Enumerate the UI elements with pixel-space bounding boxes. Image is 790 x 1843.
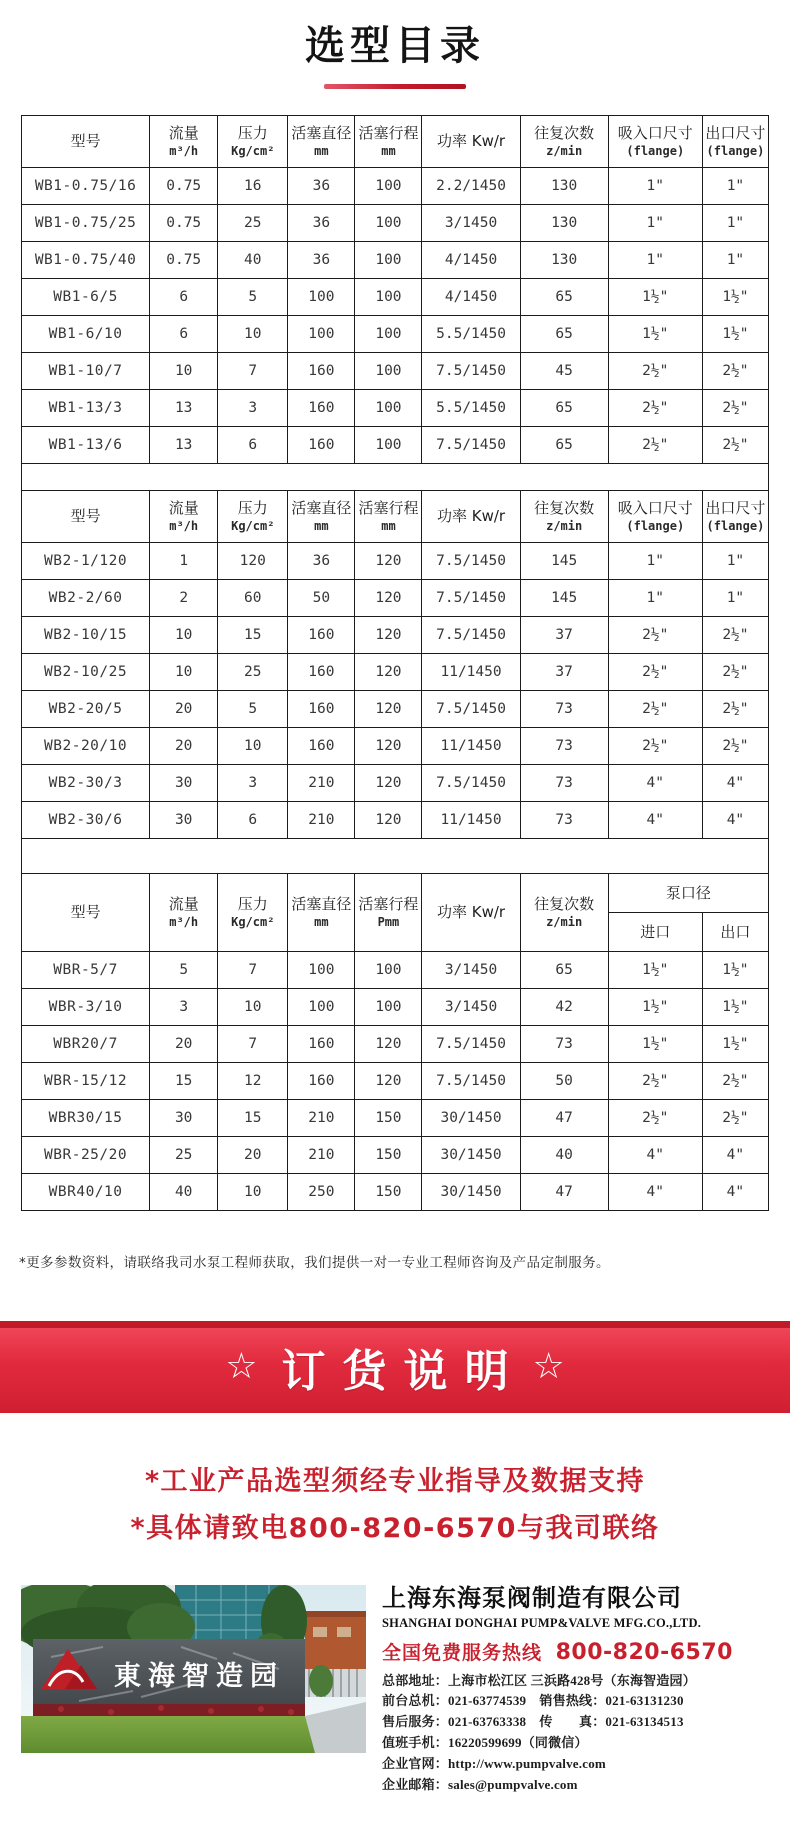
factory-photo — [21, 1585, 366, 1753]
value-cell: 7 — [218, 1026, 288, 1063]
value-cell: 0.75 — [150, 205, 218, 242]
value-cell: 1" — [608, 205, 702, 242]
column-header: 功率 Kw/r — [422, 116, 520, 168]
column-header: 吸入口尺寸 (flange) — [608, 491, 702, 543]
value-cell: 250 — [288, 1174, 355, 1211]
value-cell: 10 — [218, 728, 288, 765]
model-cell: WB2-10/15 — [22, 617, 150, 654]
value-cell: 3/1450 — [422, 989, 520, 1026]
value-cell: 73 — [520, 765, 608, 802]
value-cell: 5.5/1450 — [422, 390, 520, 427]
value-cell: 1" — [702, 242, 768, 279]
value-cell: 0.75 — [150, 168, 218, 205]
value-cell: 10 — [218, 1174, 288, 1211]
value-cell: 5 — [150, 952, 218, 989]
value-cell: 160 — [288, 427, 355, 464]
model-cell: WB2-1/120 — [22, 543, 150, 580]
table-row — [22, 279, 769, 316]
value-cell: 65 — [520, 279, 608, 316]
value-cell: 120 — [355, 691, 422, 728]
value-cell: 2½" — [608, 1100, 702, 1137]
value-cell: 2½" — [608, 654, 702, 691]
value-cell: 1" — [702, 580, 768, 617]
value-cell: 210 — [288, 1100, 355, 1137]
value-cell: 4/1450 — [422, 279, 520, 316]
value-cell: 3 — [218, 390, 288, 427]
notice-line: *具体请致电800-820-6570与我司联络 — [130, 1513, 660, 1544]
value-cell: 100 — [288, 989, 355, 1026]
column-header: 流量 m³/h — [150, 491, 218, 543]
value-cell: 4" — [608, 802, 702, 839]
table-row — [22, 316, 769, 353]
value-cell: 73 — [520, 802, 608, 839]
value-cell: 36 — [288, 242, 355, 279]
value-cell: 100 — [355, 242, 422, 279]
value-cell: 30/1450 — [422, 1100, 520, 1137]
notice-line: *工业产品选型须经专业指导及数据支持 — [144, 1466, 646, 1497]
spec-table-wbr — [21, 873, 769, 1211]
value-cell: 100 — [288, 316, 355, 353]
value-cell: 25 — [218, 205, 288, 242]
value-cell: 1½" — [702, 316, 768, 353]
value-cell: 7.5/1450 — [422, 580, 520, 617]
value-cell: 160 — [288, 728, 355, 765]
model-cell: WB1-13/3 — [22, 390, 150, 427]
value-cell: 1" — [608, 242, 702, 279]
value-cell: 73 — [520, 691, 608, 728]
contact-line-service-fax: 售后服务：021-63763338 传 真：021-63134513 — [382, 1714, 684, 1730]
value-cell: 20 — [150, 691, 218, 728]
value-cell: 160 — [288, 1063, 355, 1100]
value-cell: 210 — [288, 765, 355, 802]
column-header: 活塞直径 mm — [288, 874, 355, 952]
value-cell: 50 — [288, 580, 355, 617]
value-cell: 4" — [608, 1137, 702, 1174]
company-footer — [21, 1585, 769, 1795]
column-header: 型号 — [22, 491, 150, 543]
sign-wall — [33, 1639, 305, 1709]
model-cell: WB1-10/7 — [22, 353, 150, 390]
value-cell: 60 — [218, 580, 288, 617]
value-cell: 160 — [288, 1026, 355, 1063]
value-cell: 100 — [355, 390, 422, 427]
value-cell: 2½" — [702, 390, 768, 427]
value-cell: 100 — [355, 989, 422, 1026]
model-cell: WBR20/7 — [22, 1026, 150, 1063]
model-cell: WBR-3/10 — [22, 989, 150, 1026]
value-cell: 40 — [150, 1174, 218, 1211]
column-subheader: 进口 — [608, 913, 702, 952]
value-cell: 36 — [288, 205, 355, 242]
column-header: 活塞直径 mm — [288, 491, 355, 543]
column-header: 活塞行程 Pmm — [355, 874, 422, 952]
value-cell: 100 — [355, 168, 422, 205]
value-cell: 20 — [150, 1026, 218, 1063]
column-header: 功率 Kw/r — [422, 874, 520, 952]
value-cell: 10 — [150, 353, 218, 390]
table-row — [22, 543, 769, 580]
model-cell: WB1-0.75/16 — [22, 168, 150, 205]
value-cell: 10 — [150, 617, 218, 654]
table-gap — [21, 464, 769, 490]
value-cell: 160 — [288, 617, 355, 654]
value-cell: 10 — [218, 989, 288, 1026]
model-cell: WB2-20/5 — [22, 691, 150, 728]
page-title: 选型目录 — [305, 23, 485, 69]
value-cell: 1" — [608, 168, 702, 205]
value-cell: 4" — [702, 802, 768, 839]
model-cell: WBR-25/20 — [22, 1137, 150, 1174]
model-cell: WB2-10/25 — [22, 654, 150, 691]
value-cell: 30/1450 — [422, 1174, 520, 1211]
value-cell: 16 — [218, 168, 288, 205]
value-cell: 145 — [520, 543, 608, 580]
value-cell: 120 — [355, 802, 422, 839]
value-cell: 1" — [702, 168, 768, 205]
value-cell: 2.2/1450 — [422, 168, 520, 205]
fence — [303, 1665, 366, 1697]
value-cell: 2½" — [608, 390, 702, 427]
value-cell: 1" — [608, 543, 702, 580]
value-cell: 73 — [520, 1026, 608, 1063]
value-cell: 3 — [150, 989, 218, 1026]
value-cell: 7.5/1450 — [422, 691, 520, 728]
table-row — [22, 353, 769, 390]
value-cell: 210 — [288, 802, 355, 839]
banner-title: 订货说明 — [281, 1346, 526, 1397]
table-row — [22, 1063, 769, 1100]
value-cell: 1" — [608, 580, 702, 617]
table-row — [22, 427, 769, 464]
value-cell: 100 — [355, 353, 422, 390]
value-cell: 100 — [288, 952, 355, 989]
value-cell: 1 — [150, 543, 218, 580]
value-cell: 37 — [520, 654, 608, 691]
table-row — [22, 617, 769, 654]
value-cell: 120 — [355, 654, 422, 691]
column-header: 活塞直径 mm — [288, 116, 355, 168]
value-cell: 65 — [520, 316, 608, 353]
table-row — [22, 242, 769, 279]
notices — [0, 1459, 790, 1545]
value-cell: 65 — [520, 952, 608, 989]
column-header: 流量 m³/h — [150, 116, 218, 168]
column-header: 压力 Kg/cm² — [218, 491, 288, 543]
value-cell: 11/1450 — [422, 802, 520, 839]
value-cell: 36 — [288, 168, 355, 205]
table-gap — [21, 839, 769, 873]
value-cell: 25 — [218, 654, 288, 691]
value-cell: 1½" — [702, 989, 768, 1026]
factory-photo-svg — [21, 1585, 366, 1753]
value-cell: 120 — [355, 617, 422, 654]
value-cell: 47 — [520, 1100, 608, 1137]
value-cell: 7.5/1450 — [422, 765, 520, 802]
value-cell: 10 — [150, 654, 218, 691]
value-cell: 160 — [288, 691, 355, 728]
value-cell: 150 — [355, 1137, 422, 1174]
value-cell: 150 — [355, 1100, 422, 1137]
table-row — [22, 205, 769, 242]
value-cell: 1½" — [608, 952, 702, 989]
value-cell: 1" — [702, 205, 768, 242]
value-cell: 1½" — [608, 279, 702, 316]
model-cell: WB2-2/60 — [22, 580, 150, 617]
value-cell: 100 — [288, 279, 355, 316]
value-cell: 7 — [218, 952, 288, 989]
table-row — [22, 1137, 769, 1174]
value-cell: 7.5/1450 — [422, 617, 520, 654]
value-cell: 7 — [218, 353, 288, 390]
value-cell: 2½" — [608, 1063, 702, 1100]
table-row — [22, 654, 769, 691]
model-cell: WB2-30/6 — [22, 802, 150, 839]
sign-text: 東海智造园 — [114, 1661, 284, 1692]
value-cell: 13 — [150, 390, 218, 427]
model-cell: WB1-13/6 — [22, 427, 150, 464]
value-cell: 100 — [355, 205, 422, 242]
table-row — [22, 390, 769, 427]
value-cell: 2½" — [608, 427, 702, 464]
column-header: 型号 — [22, 116, 150, 168]
value-cell: 160 — [288, 390, 355, 427]
value-cell: 2½" — [702, 427, 768, 464]
value-cell: 160 — [288, 654, 355, 691]
value-cell: 36 — [288, 543, 355, 580]
value-cell: 25 — [150, 1137, 218, 1174]
value-cell: 1½" — [702, 1026, 768, 1063]
value-cell: 2½" — [702, 1100, 768, 1137]
page-header — [0, 0, 790, 89]
spec-table-wb1 — [21, 115, 769, 464]
value-cell: 73 — [520, 728, 608, 765]
value-cell: 100 — [355, 952, 422, 989]
model-cell: WB1-0.75/40 — [22, 242, 150, 279]
model-cell: WB1-6/5 — [22, 279, 150, 316]
contact-lines — [382, 1671, 769, 1796]
value-cell: 5 — [218, 691, 288, 728]
table-row — [22, 1100, 769, 1137]
value-cell: 50 — [520, 1063, 608, 1100]
value-cell: 130 — [520, 205, 608, 242]
value-cell: 7.5/1450 — [422, 543, 520, 580]
value-cell: 1" — [702, 543, 768, 580]
column-header: 活塞行程 mm — [355, 491, 422, 543]
value-cell: 2½" — [702, 617, 768, 654]
value-cell: 2½" — [702, 353, 768, 390]
column-header: 往复次数 z/min — [520, 874, 608, 952]
hotline-number: 800-820-6570 — [555, 1639, 733, 1665]
column-header: 流量 m³/h — [150, 874, 218, 952]
company-info — [382, 1585, 769, 1795]
spec-catalog — [21, 115, 769, 1271]
value-cell: 120 — [355, 543, 422, 580]
value-cell: 4" — [702, 1137, 768, 1174]
value-cell: 15 — [150, 1063, 218, 1100]
contact-line-address: 总部地址：上海市松江区 三浜路428号（东海智造园） — [382, 1672, 696, 1688]
value-cell: 2½" — [702, 654, 768, 691]
value-cell: 1½" — [608, 989, 702, 1026]
column-header: 往复次数 z/min — [520, 116, 608, 168]
model-cell: WB1-6/10 — [22, 316, 150, 353]
table-row — [22, 1174, 769, 1211]
value-cell: 2½" — [608, 728, 702, 765]
value-cell: 13 — [150, 427, 218, 464]
value-cell: 7.5/1450 — [422, 1026, 520, 1063]
value-cell: 3/1450 — [422, 205, 520, 242]
value-cell: 150 — [355, 1174, 422, 1211]
footnote: *更多参数资料，请联络我司水泵工程师获取，我们提供一对一专业工程师咨询及产品定制服务。 — [19, 1255, 610, 1271]
value-cell: 47 — [520, 1174, 608, 1211]
value-cell: 120 — [355, 580, 422, 617]
value-cell: 160 — [288, 353, 355, 390]
value-cell: 30 — [150, 765, 218, 802]
service-hotline — [382, 1638, 769, 1665]
table-row — [22, 580, 769, 617]
value-cell: 100 — [355, 279, 422, 316]
value-cell: 1½" — [608, 316, 702, 353]
table-row — [22, 802, 769, 839]
value-cell: 65 — [520, 427, 608, 464]
flower-hedge — [33, 1704, 305, 1718]
value-cell: 30 — [150, 1100, 218, 1137]
contact-line-phones: 前台总机：021-63774539 销售热线：021-63131230 — [382, 1693, 684, 1709]
column-header: 功率 Kw/r — [422, 491, 520, 543]
value-cell: 6 — [150, 279, 218, 316]
value-cell: 210 — [288, 1137, 355, 1174]
column-header: 泵口径 — [608, 874, 768, 913]
value-cell: 11/1450 — [422, 728, 520, 765]
company-name-cn: 上海东海泵阀制造有限公司 — [382, 1584, 682, 1612]
value-cell: 3 — [218, 765, 288, 802]
column-header: 吸入口尺寸 (flange) — [608, 116, 702, 168]
value-cell: 45 — [520, 353, 608, 390]
value-cell: 4" — [702, 765, 768, 802]
value-cell: 65 — [520, 390, 608, 427]
value-cell: 4/1450 — [422, 242, 520, 279]
value-cell: 3/1450 — [422, 952, 520, 989]
value-cell: 30 — [150, 802, 218, 839]
value-cell: 42 — [520, 989, 608, 1026]
value-cell: 120 — [355, 765, 422, 802]
value-cell: 40 — [218, 242, 288, 279]
value-cell: 145 — [520, 580, 608, 617]
value-cell: 1½" — [608, 1026, 702, 1063]
value-cell: 12 — [218, 1063, 288, 1100]
value-cell: 30/1450 — [422, 1137, 520, 1174]
value-cell: 37 — [520, 617, 608, 654]
value-cell: 120 — [355, 728, 422, 765]
value-cell: 2½" — [608, 617, 702, 654]
value-cell: 11/1450 — [422, 654, 520, 691]
value-cell: 6 — [218, 802, 288, 839]
value-cell: 100 — [355, 316, 422, 353]
spec-table-wb2 — [21, 490, 769, 839]
value-cell: 4" — [608, 765, 702, 802]
hotline-label: 全国免费服务热线 — [382, 1641, 543, 1664]
model-cell: WBR30/15 — [22, 1100, 150, 1137]
company-name-en: SHANGHAI DONGHAI PUMP&VALVE MFG.CO.,LTD. — [382, 1615, 702, 1630]
orange-building — [305, 1611, 366, 1669]
contact-line-website[interactable]: 企业官网：http://www.pumpvalve.com — [382, 1755, 606, 1771]
value-cell: 7.5/1450 — [422, 1063, 520, 1100]
column-header: 出口尺寸 (flange) — [702, 116, 768, 168]
column-header: 出口尺寸 (flange) — [702, 491, 768, 543]
table-row — [22, 1026, 769, 1063]
value-cell: 7.5/1450 — [422, 353, 520, 390]
value-cell: 1½" — [702, 279, 768, 316]
value-cell: 120 — [218, 543, 288, 580]
contact-line-mobile: 值班手机：16220599699（同微信） — [382, 1734, 588, 1750]
column-header: 型号 — [22, 874, 150, 952]
value-cell: 5.5/1450 — [422, 316, 520, 353]
order-instructions-banner — [0, 1321, 790, 1413]
value-cell: 2½" — [608, 353, 702, 390]
value-cell: 130 — [520, 242, 608, 279]
model-cell: WB2-20/10 — [22, 728, 150, 765]
column-header: 压力 Kg/cm² — [218, 116, 288, 168]
value-cell: 20 — [218, 1137, 288, 1174]
value-cell: 6 — [218, 427, 288, 464]
value-cell: 15 — [218, 617, 288, 654]
star-icon: ☆ — [532, 1346, 565, 1387]
model-cell: WB2-30/3 — [22, 765, 150, 802]
value-cell: 0.75 — [150, 242, 218, 279]
value-cell: 7.5/1450 — [422, 427, 520, 464]
value-cell: 100 — [355, 427, 422, 464]
value-cell: 2 — [150, 580, 218, 617]
value-cell: 2½" — [702, 691, 768, 728]
value-cell: 10 — [218, 316, 288, 353]
column-header: 往复次数 z/min — [520, 491, 608, 543]
table-row — [22, 691, 769, 728]
value-cell: 1½" — [702, 952, 768, 989]
value-cell: 5 — [218, 279, 288, 316]
star-icon: ☆ — [225, 1346, 258, 1387]
value-cell: 120 — [355, 1063, 422, 1100]
value-cell: 40 — [520, 1137, 608, 1174]
table-row — [22, 168, 769, 205]
table-row — [22, 765, 769, 802]
column-subheader: 出口 — [702, 913, 768, 952]
title-underline — [324, 84, 466, 89]
contact-line-email[interactable]: 企业邮箱：sales@pumpvalve.com — [382, 1776, 578, 1792]
value-cell: 2½" — [702, 1063, 768, 1100]
value-cell: 2½" — [702, 728, 768, 765]
model-cell: WBR-5/7 — [22, 952, 150, 989]
value-cell: 20 — [150, 728, 218, 765]
model-cell: WBR-15/12 — [22, 1063, 150, 1100]
table-row — [22, 989, 769, 1026]
value-cell: 6 — [150, 316, 218, 353]
table-row — [22, 952, 769, 989]
value-cell: 120 — [355, 1026, 422, 1063]
column-header: 压力 Kg/cm² — [218, 874, 288, 952]
model-cell: WBR40/10 — [22, 1174, 150, 1211]
value-cell: 15 — [218, 1100, 288, 1137]
value-cell: 2½" — [608, 691, 702, 728]
table-row — [22, 728, 769, 765]
column-header: 活塞行程 mm — [355, 116, 422, 168]
model-cell: WB1-0.75/25 — [22, 205, 150, 242]
value-cell: 130 — [520, 168, 608, 205]
value-cell: 4" — [702, 1174, 768, 1211]
value-cell: 4" — [608, 1174, 702, 1211]
